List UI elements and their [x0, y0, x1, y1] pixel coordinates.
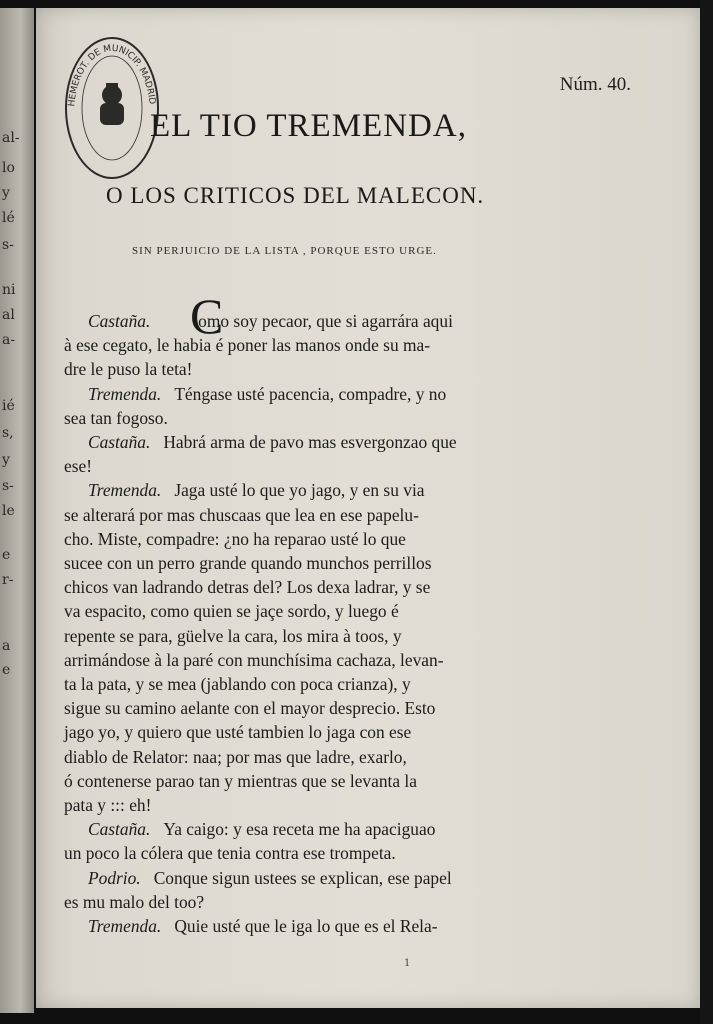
- left-page-fragment: a-: [2, 332, 16, 348]
- line-text: ta la pata, y se mea (jablando con poca crianza), y: [64, 674, 411, 694]
- line-text: sea tan fogoso.: [64, 408, 168, 428]
- line-text: sucee con un perro grande quando munchos perrillos: [64, 553, 432, 573]
- speaker-name: Tremenda.: [88, 384, 162, 404]
- text-line: [64, 843, 634, 864]
- left-page-fragment: ié: [2, 398, 15, 414]
- motto: SIN PERJUICIO DE LA LISTA , PORQUE ESTO URGE.: [132, 245, 437, 257]
- line-text: Habrá arma de pavo mas esvergonzao que: [163, 432, 457, 452]
- text-line: [88, 868, 658, 889]
- text-line: [64, 626, 634, 647]
- text-line: [64, 771, 634, 792]
- left-page-fragment: lo: [2, 160, 15, 176]
- left-page-fragment: s-: [2, 478, 14, 494]
- speaker-name: Tremenda.: [88, 480, 162, 500]
- line-text: dre le puso la teta!: [64, 359, 193, 379]
- signature-mark: 1: [404, 958, 411, 969]
- speaker-name: Castaña.: [88, 432, 151, 452]
- line-text: chicos van ladrando detras del? Los dexa ladrar, y se: [64, 577, 431, 597]
- page-title: EL TIO TREMENDA,: [150, 108, 467, 144]
- line-text: es mu malo del too?: [64, 892, 205, 912]
- line-text: omo soy pecaor, que si agarrára aqui: [198, 311, 453, 331]
- line-text: un poco la cólera que tenia contra ese trompeta.: [64, 843, 396, 863]
- left-page-fragment: al-: [2, 130, 20, 146]
- left-page-fragment: al: [2, 307, 15, 323]
- text-line: [64, 505, 634, 526]
- left-page-fragment: y: [2, 452, 10, 468]
- speaker-name: Podrio.: [88, 868, 141, 888]
- text-line: [64, 553, 634, 574]
- left-page-fragment: s,: [2, 425, 14, 441]
- line-text: Téngase usté pacencia, compadre, y no: [174, 384, 447, 404]
- left-page-edge: [0, 8, 34, 1013]
- line-text: Jaga usté lo que yo jago, y en su via: [174, 480, 425, 500]
- text-line: [64, 674, 634, 695]
- line-text: Quie usté que le iga lo que es el Rela-: [174, 916, 438, 936]
- text-line: [88, 480, 658, 501]
- line-text: jago yo, y quiero que usté tambien lo jaga con ese: [64, 722, 412, 742]
- speaker-name: Castaña.: [88, 311, 151, 331]
- left-page-fragment: lé: [2, 210, 15, 226]
- issue-number: Núm. 40.: [559, 74, 631, 95]
- line-text: repente se para, güelve la cara, los mira à toos, y: [64, 626, 402, 646]
- text-line: [88, 916, 658, 937]
- left-page-fragment: le: [2, 503, 15, 519]
- left-page-fragment: r-: [2, 572, 14, 588]
- speaker-name: Tremenda.: [88, 916, 162, 936]
- line-text: ó contenerse parao tan y mientras que se levanta la: [64, 771, 417, 791]
- left-page-fragment: ni: [2, 282, 16, 298]
- line-text: Ya caigo: y esa receta me ha apaciguao: [163, 819, 436, 839]
- text-line: [64, 529, 634, 550]
- left-page-fragment: y: [2, 185, 10, 201]
- text-line: [64, 722, 634, 743]
- line-text: se alterará por mas chuscaas que lea en ese papelu-: [64, 505, 419, 525]
- text-line: [64, 795, 634, 816]
- text-line: [88, 432, 658, 453]
- left-page-fragment: a: [2, 638, 11, 654]
- text-line: [64, 335, 634, 356]
- text-line: [64, 408, 634, 429]
- line-text: diablo de Relator: naa; por mas que ladre, exarlo,: [64, 747, 407, 767]
- line-text: cho. Miste, compadre: ¿no ha reparao usté lo que: [64, 529, 406, 549]
- line-text: à ese cegato, le habia é poner las manos onde su ma-: [64, 335, 431, 355]
- text-line: [64, 747, 634, 768]
- line-text: arrimándose à la paré con munchísima cachaza, levan-: [64, 650, 444, 670]
- text-line: [88, 384, 658, 405]
- line-text: Conque sigun ustees se explican, ese papel: [153, 868, 452, 888]
- line-text: pata y ::: eh!: [64, 795, 152, 815]
- text-line: [64, 698, 634, 719]
- binding-shadow: [700, 0, 713, 1024]
- left-page-fragment: e: [2, 547, 11, 563]
- left-page-fragment: s-: [2, 237, 14, 253]
- text-line: [64, 359, 634, 380]
- line-text: ese!: [64, 456, 92, 476]
- text-line: [88, 819, 658, 840]
- drop-cap: C: [190, 288, 224, 344]
- stamp-text: HEMEROT. DE MUNICIP. MADRID: [67, 43, 157, 107]
- text-line: [64, 601, 634, 622]
- library-stamp: [62, 33, 162, 183]
- text-line: [88, 311, 658, 332]
- page-subtitle: O LOS CRITICOS DEL MALECON.: [106, 183, 485, 208]
- line-text: sigue su camino aelante con el mayor desprecio. Esto: [64, 698, 436, 718]
- speaker-name: Castaña.: [88, 819, 151, 839]
- left-page-fragment: e: [2, 662, 11, 678]
- line-text: va espacito, como quien se jaçe sordo, y luego é: [64, 601, 399, 621]
- text-line: [64, 650, 634, 671]
- text-line: [64, 577, 634, 598]
- text-line: [64, 892, 634, 913]
- text-line: [64, 456, 634, 477]
